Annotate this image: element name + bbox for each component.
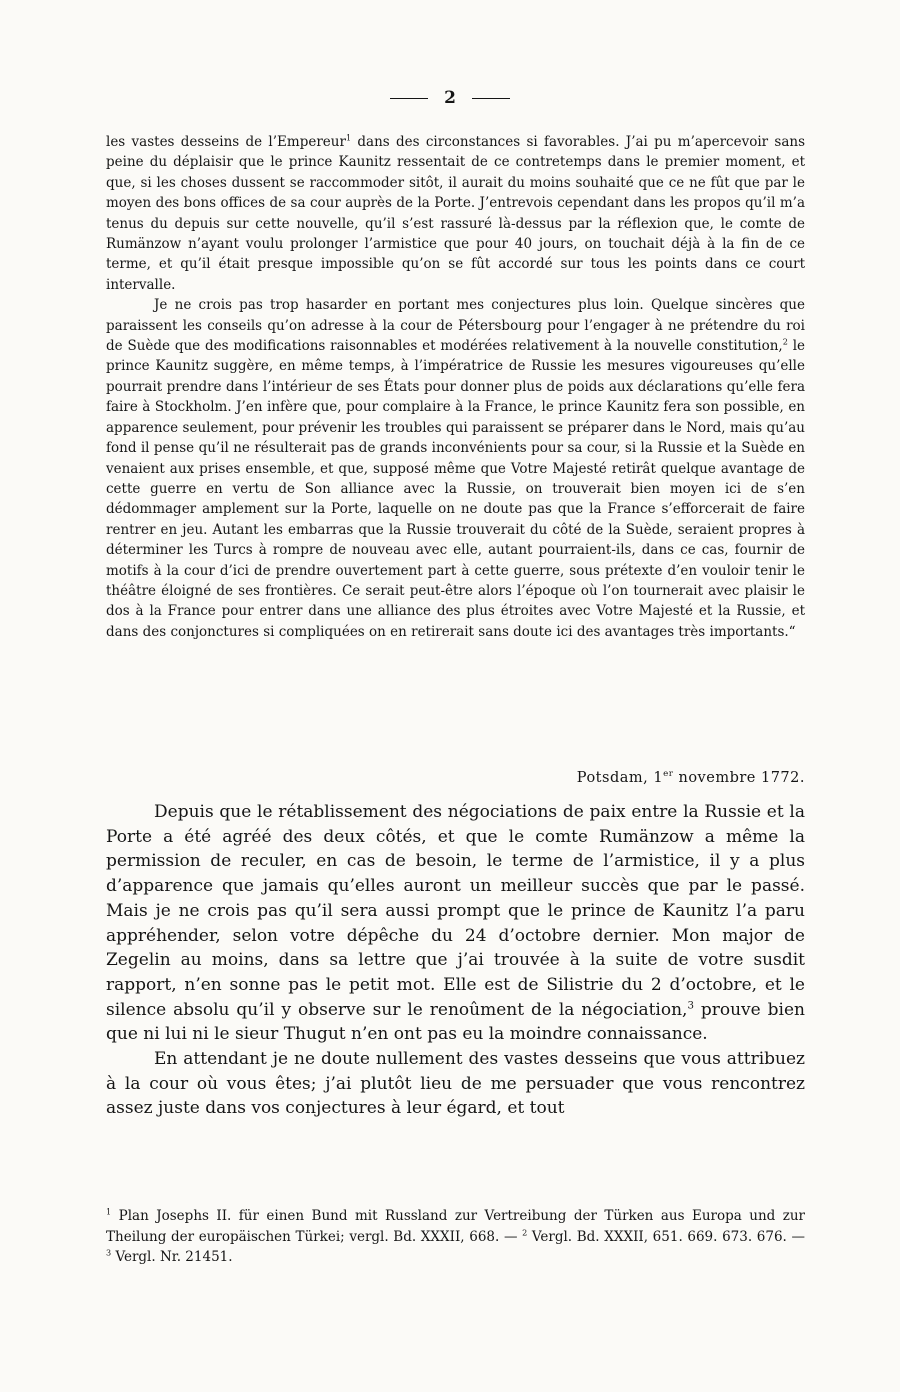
footnotes-text: $^1$ Plan Josephs II. für einen Bund mit Russland zur Vertreibung der Türken aus Europa und zur Theilung der europäischen Türkei; vergl. Bd. XXXII, 668. — $^2$ Vergl. Bd. XXXII, 651. 669. 673. 676. — $^3$ Vergl. Nr. 21451. [106,1206,805,1265]
quoted-report [106,132,805,642]
letter-paragraph-1: Depuis que le rétablissement des négociations de paix entre la Russie et la Porte a été agréé des deux côtés, et que le comte Rumänzow a même la permission de reculer, en cas de besoin, le terme de l’armistice, il y a plus d’apparence que jamais qu’elles auront un meilleur succès que par le passé. Mais je ne crois pas qu’il sera aussi prompt que le prince de Kaunitz l’a paru appréhender, selon votre dépêche du 24 d’octobre dernier. Mon major de Zegelin au moins, dans sa lettre que j’ai trouvée à la suite de votre susdit rapport, n’en sonne pas le petit mot. Elle est de Silistrie du 2 d’octobre, et le silence absolu qu’il y observe sur le renoûment de la négociation,$^3$ prouve bien que ni lui ni le sieur Thugut n’en ont pas eu la moindre connaissance. [106,802,805,1045]
letter-paragraph-2: En attendant je ne doute nullement des vastes desseins que vous attribuez à la cour où vous êtes; j’ai plutôt lieu de me persuader que vous rencontrez assez juste dans vos conjectures à leur égard, et tout [106,1049,805,1119]
footnote-ref-3: 3 [687,999,694,1011]
dateline: Potsdam, 1er novembre 1772. [576,769,805,786]
quote-paragraph-2: Je ne crois pas trop hasarder en portant mes conjectures plus loin. Quelque sincères que paraissent les conseils qu’on adresse à la cour de Pétersbourg pour l’engager à ne prétendre du roi de Suède que des modifications raisonnables et modérées relativement à la nouvelle constitution,$^2$ le prince Kaunitz suggère, en même temps, à l’impératrice de Russie les mesures vigoureuses qu’elle pourrait prendre dans l’intérieur de ses États pour donner plus de poids aux déclarations qu’elle fera faire à Stockholm. J’en infère que, pour complaire à la France, le prince Kaunitz fera son possible, en apparence seulement, pour prévenir les troubles qui paraissent se préparer dans le Nord, mais qu’au fond il pense qu’il ne résulterait pas de grands inconvénients pour sa cour, si la Russie et la Suède en venaient aux prises ensemble, et que, supposé même que Votre Majesté retirât quelque avantage de cette guerre en vertu de Son alliance avec la Russie, on trouverait bien moyen ici de s’en dédommager amplement sur la Porte, laquelle on ne doute pas que la France s’efforcerait de faire rentrer en jeu. Autant les embarras que la Russie trouverait du côté de la Suède, seraient propres à déterminer les Turcs à rompre de nouveau avec elle, autant pourraient-ils, dans ce cas, fournir de motifs à la cour d’ici de prendre ouvertement part à cette guerre, sous prétexte d’en vouloir tenir le théâtre éloigné de ses frontières. Ce serait peut-être alors l’époque où l’on tournerait avec plaisir le dos à la France pour entrer dans une alliance des plus étroites avec Votre Majesté et la Russie, et dans des conjonctures si compliquées on en retirerait sans doute ici des avantages très importants.“ [106,297,806,640]
page-number: 2 [444,88,456,108]
letter-body [106,800,805,1121]
quote-paragraph-1: les vastes desseins de l’Empereur$^1$ dans des circonstances si favorables. J’ai pu m’apercevoir sans peine du déplaisir que le prince Kaunitz ressentait de ce contretemps dans le premier moment, et que, si les choses dussent se raccommoder sitôt, il aurait du moins souhaité que ce ne fût que par le moyen des bons offices de sa cour auprès de la Porte. J’entrevois cependant dans les propos qu’il m’a tenus du depuis sur cette nouvelle, qu’il s’est rassuré là-dessus par la réflexion que, le comte de Rumänzow n’ayant voulu prolonger l’armistice que pour 40 jours, on touchait déjà à la fin de ce terme, et qu’il était presque impossible qu’on se fût accordé sur tous les points dans ce court intervalle. [106,132,805,293]
header-rule-left [390,98,428,99]
footnote-ref-2: 2 [782,336,788,347]
footnote-ref-1: 1 [345,132,352,143]
header-rule-right [472,98,510,99]
page-header [0,88,900,108]
footnotes [106,1206,805,1268]
